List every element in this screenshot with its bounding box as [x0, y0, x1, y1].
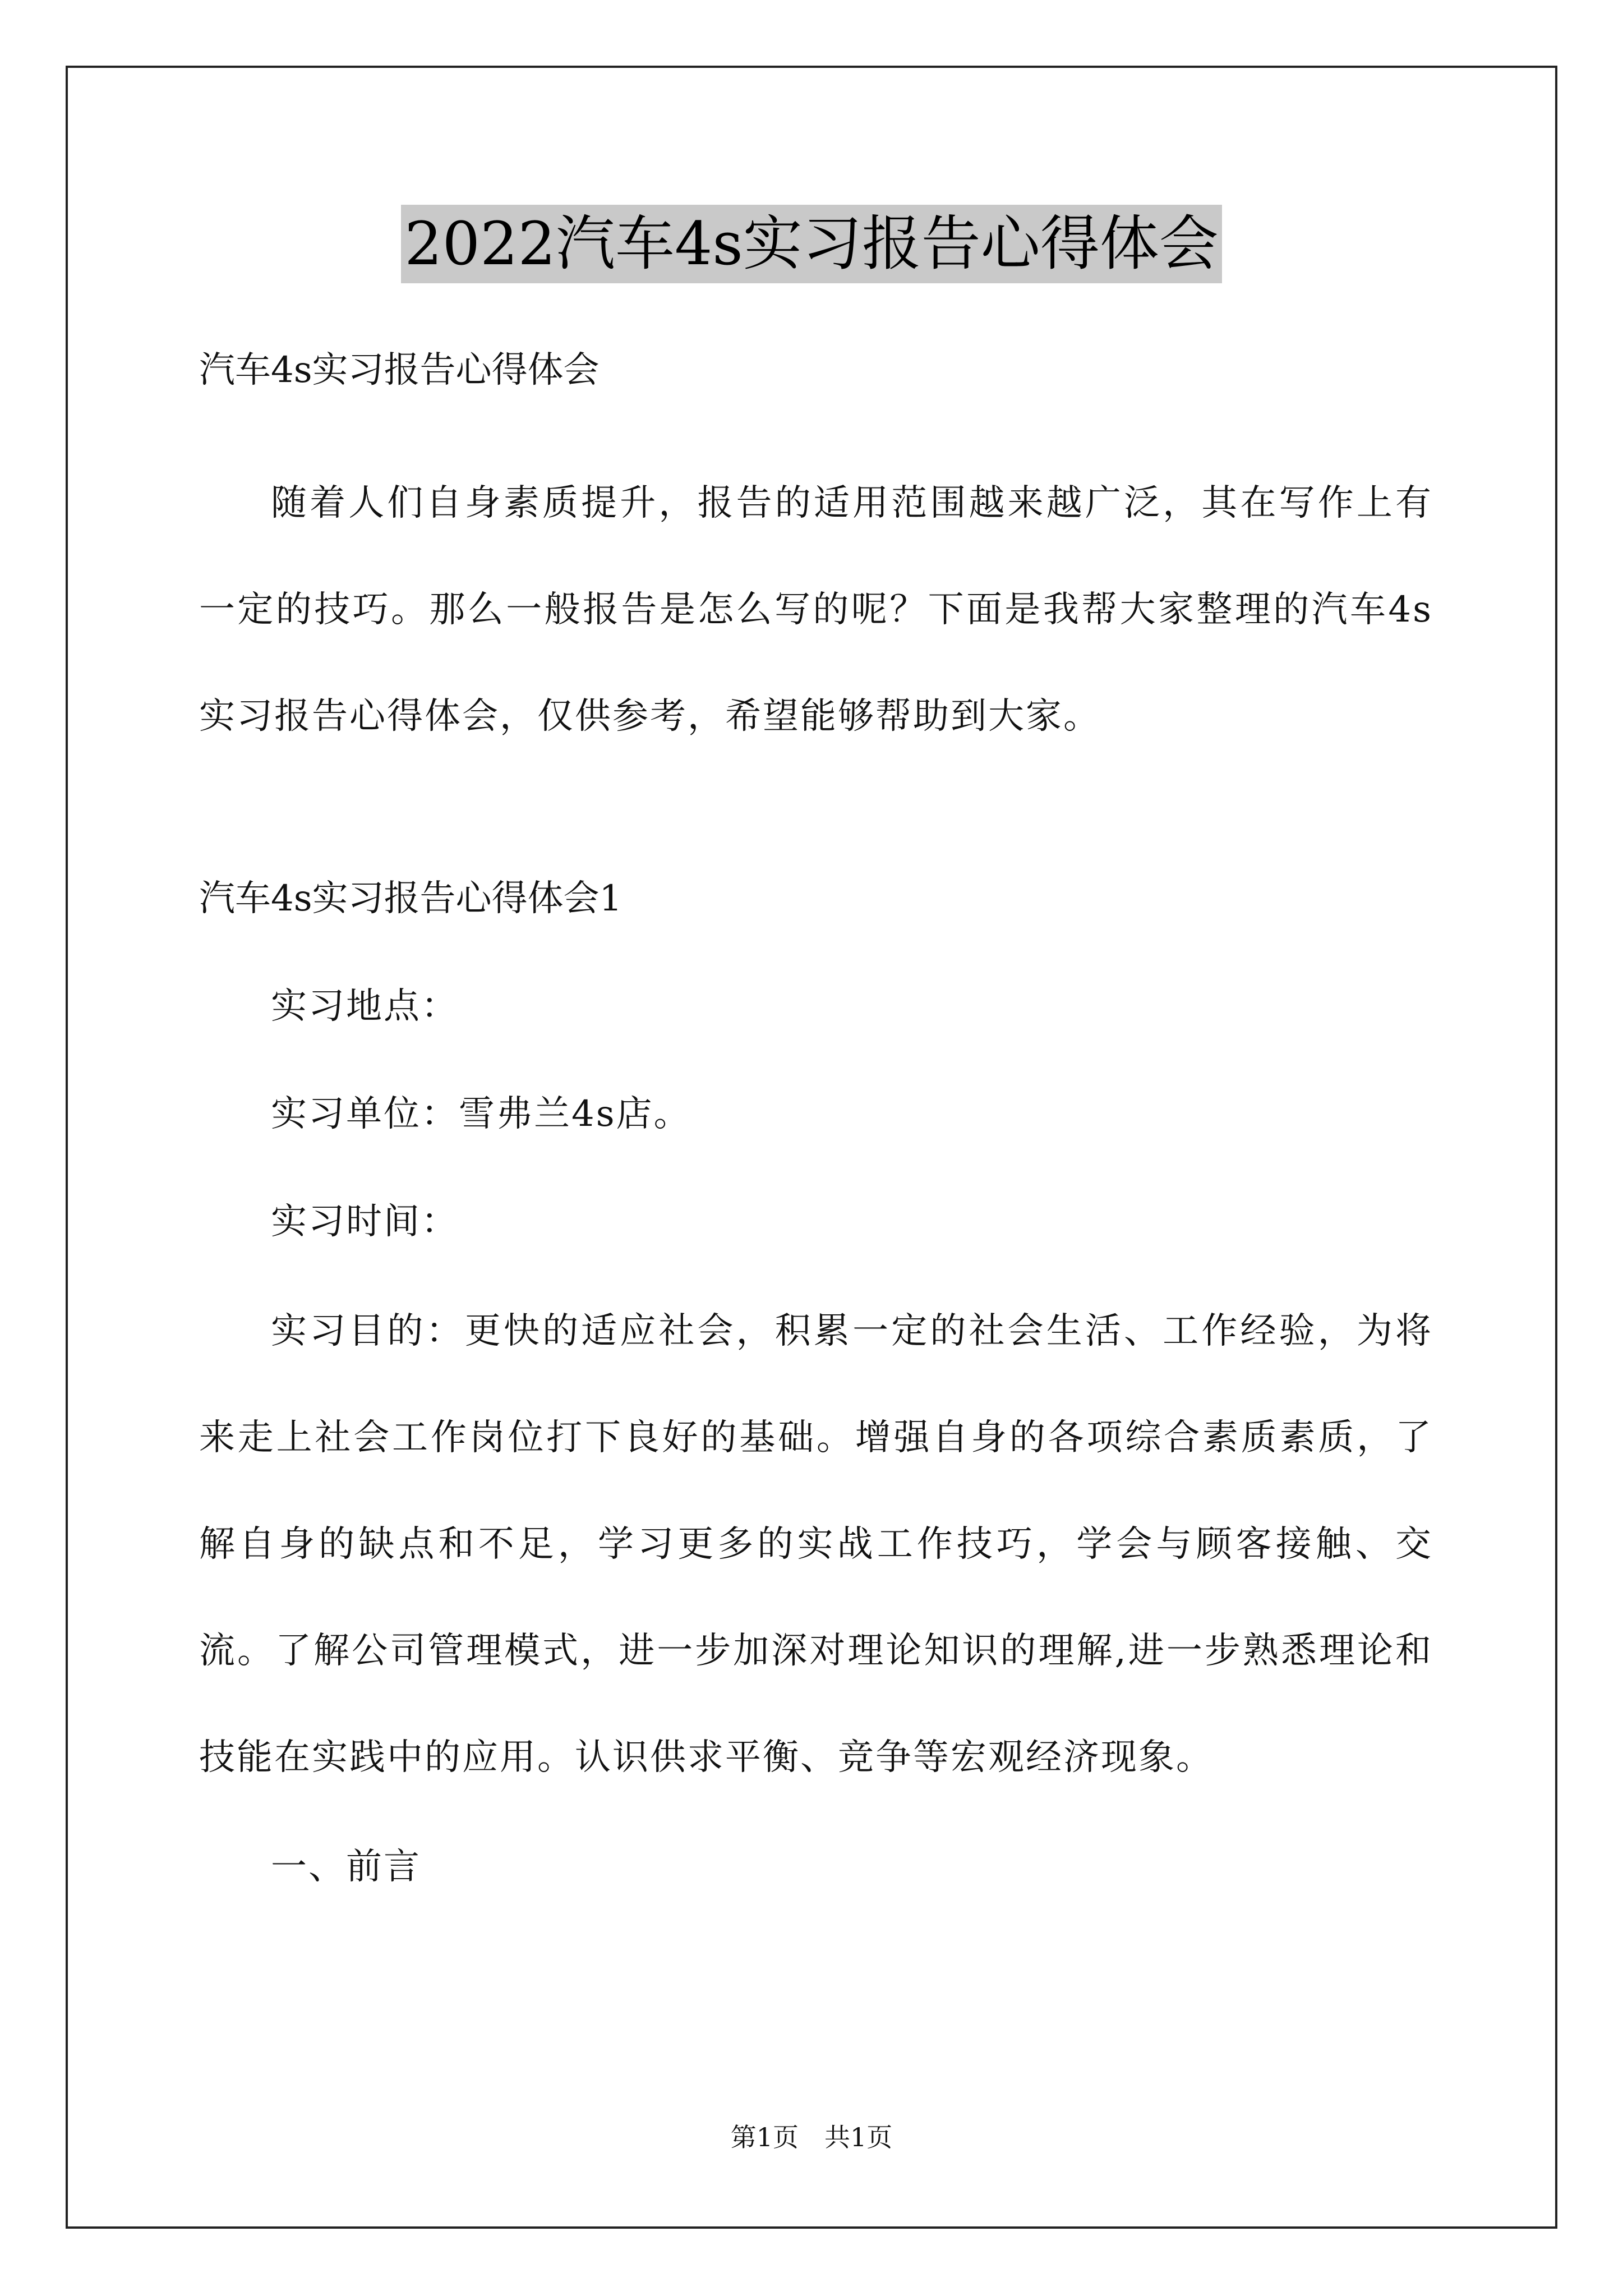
internship-purpose: 实习目的：更快的适应社会，积累一定的社会生活、工作经验，为将来走上社会工作岗位打下良好的基础。增强自身的各项综合素质素质，了解自身的缺点和不足，学习更多的实战工作技巧，学会与顾客接触、交流。了解公司管理模式，进一步加深对理论知识的理解,进一步熟悉理论和技能在实践中的应用。认识供求平衡、竞争等宏观经济现象。: [199, 1310, 1433, 1778]
document-subtitle: 汽车4s实习报告心得体会: [199, 349, 600, 391]
title-container: [0, 205, 1623, 283]
internship-unit: 实习单位：雪弗兰4s店。: [271, 1093, 691, 1135]
internship-location: 实习地点：: [271, 986, 459, 1027]
page-footer: 第1页 共1页: [730, 2122, 893, 2152]
document-title: 2022汽车4s实习报告心得体会: [401, 205, 1222, 283]
section-heading: 汽车4s实习报告心得体会1: [199, 878, 623, 919]
internship-time: 实习时间：: [271, 1201, 459, 1243]
intro-paragraph: 随着人们自身素质提升，报告的适用范围越来越广泛，其在写作上有一定的技巧。那么一般报告是怎么写的呢？下面是我帮大家整理的汽车4s实习报告心得体会，仅供参考，希望能够帮助到大家。: [199, 482, 1433, 737]
document-body: [199, 342, 1433, 1895]
preface-heading: 一、前言: [271, 1846, 421, 1888]
